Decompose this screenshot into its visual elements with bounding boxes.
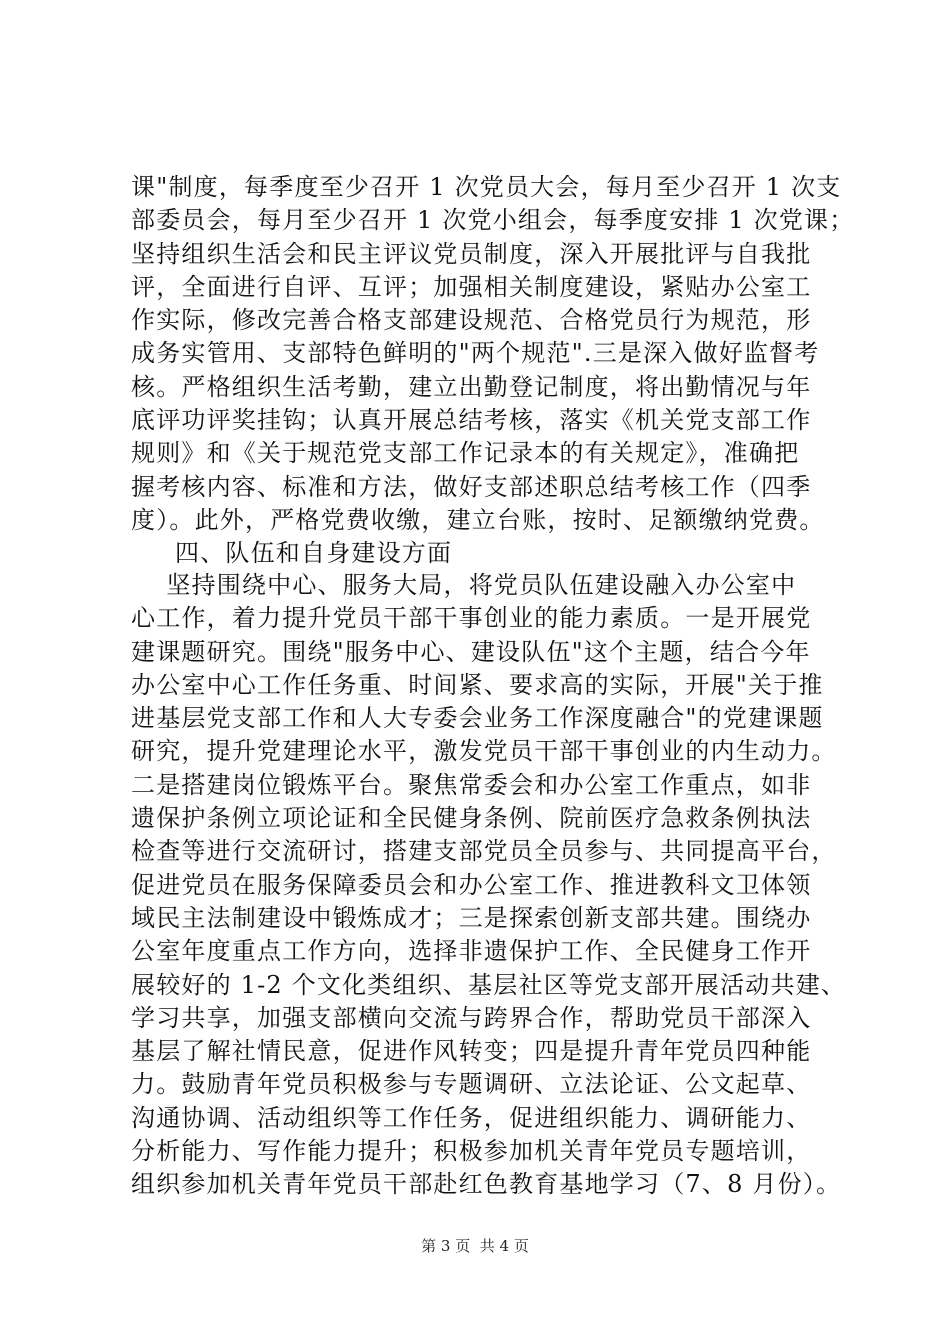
text-line: 部委员会，每月至少召开 1 次党小组会，每季度安排 1 次党课； bbox=[131, 206, 855, 235]
text-line: 规则》和《关于规范党支部工作记录本的有关规定》，准确把 bbox=[131, 439, 800, 468]
text-line: 作实际，修改完善合格支部建设规范、合格党员行为规范，形 bbox=[131, 306, 812, 335]
text-line: 遗保护条例立项论证和全民健身条例、院前医疗急救条例执法 bbox=[131, 804, 812, 833]
text-line: 坚持组织生活会和民主评议党员制度，深入开展批评与自我批 bbox=[131, 239, 812, 268]
text-line: 坚持围绕中心、服务大局，将党员队伍建设融入办公室中 bbox=[131, 571, 797, 599]
text-line: 底评功评奖挂钩；认真开展总结考核，落实《机关党支部工作 bbox=[131, 406, 812, 435]
text-line: 核。严格组织生活考勤，建立出勤登记制度，将出勤情况与年 bbox=[131, 372, 812, 401]
section-heading: 四、队伍和自身建设方面 bbox=[175, 539, 453, 567]
text-line: 进基层党支部工作和人大专委会业务工作深度融合"的党建课题 bbox=[131, 704, 824, 733]
text-line: 课"制度，每季度至少召开 1 次党员大会，每月至少召开 1 次支 bbox=[131, 173, 842, 201]
paragraph-top bbox=[131, 171, 855, 537]
text-line: 沟通协调、活动组织等工作任务，促进组织能力、调研能力、 bbox=[131, 1103, 812, 1132]
text-line: 心工作，着力提升党员干部干事创业的能力素质。一是开展党 bbox=[131, 604, 812, 633]
text-line: 力。鼓励青年党员积极参与专题调研、立法论证、公文起草、 bbox=[131, 1070, 812, 1099]
text-line: 二是搭建岗位锻炼平台。聚焦常委会和办公室工作重点，如非 bbox=[131, 770, 812, 799]
text-line: 分析能力、写作能力提升；积极参加机关青年党员专题培训， bbox=[131, 1137, 812, 1166]
text-line: 办公室中心工作任务重、时间紧、要求高的实际，开展"关于推 bbox=[131, 670, 824, 699]
text-line: 建课题研究。围绕"服务中心、建设队伍"这个主题，结合今年 bbox=[131, 637, 811, 666]
text-line: 促进党员在服务保障委员会和办公室工作、推进教科文卫体领 bbox=[131, 870, 812, 899]
text-line: 公室年度重点工作方向，选择非遗保护工作、全民健身工作开 bbox=[131, 937, 812, 966]
text-line: 域民主法制建设中锻炼成才；三是探索创新支部共建。围绕办 bbox=[131, 903, 812, 932]
text-line: 检查等进行交流研讨，搭建支部党员全员参与、共同提高平台， bbox=[131, 837, 837, 866]
text-line: 展较好的 1-2 个文化类组织、基层社区等党支部开展活动共建、 bbox=[131, 970, 847, 999]
paragraph-bottom bbox=[131, 569, 847, 1202]
text-line: 评，全面进行自评、互评；加强相关制度建设，紧贴办公室工 bbox=[131, 272, 812, 301]
text-line: 研究，提升党建理论水平，激发党员干部干事创业的内生动力。 bbox=[131, 737, 837, 766]
text-line: 组织参加机关青年党员干部赴红色教育基地学习（7、8 月份）。 bbox=[131, 1170, 842, 1199]
text-line: 度）。此外，严格党费收缴，建立台账，按时、足额缴纳党费。 bbox=[131, 505, 825, 534]
text-line: 握考核内容、标准和方法，做好支部述职总结考核工作（四季 bbox=[131, 472, 812, 501]
text-line: 基层了解社情民意，促进作风转变；四是提升青年党员四种能 bbox=[131, 1037, 812, 1066]
text-line: 学习共享，加强支部横向交流与跨界合作，帮助党员干部深入 bbox=[131, 1003, 812, 1032]
page-footer: 第 3 页 共 4 页 bbox=[421, 1237, 529, 1255]
text-line: 成务实管用、支部特色鲜明的"两个规范".三是深入做好监督考 bbox=[131, 339, 820, 368]
